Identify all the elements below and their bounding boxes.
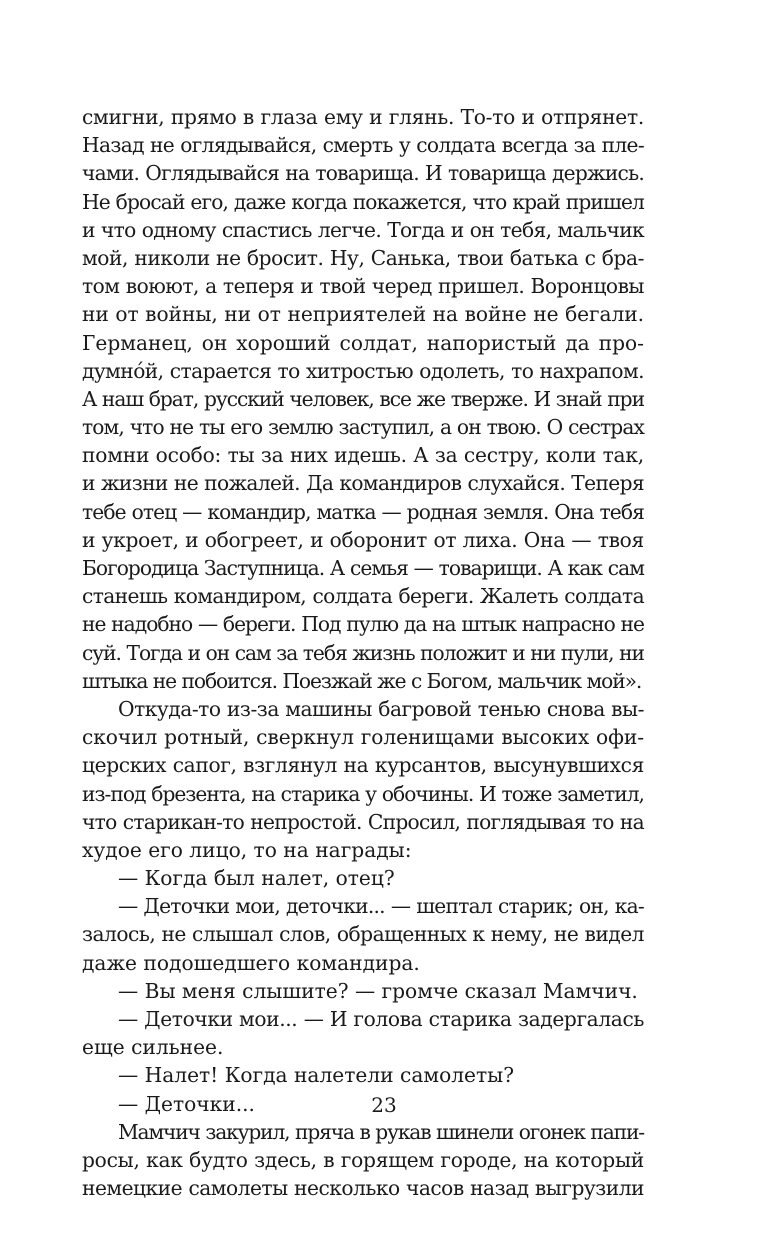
text-line: Откуда-то из-за машины багровой тенью снова вы- [118,696,644,721]
text-line: что старикан-то непростой. Спросил, поглядывая то на [82,809,644,834]
text-line: ни от войны, ни от неприятелей на войне не бегали. [82,302,644,327]
text-line: церских сапог, взглянул на курсантов, высунувшихся [82,753,644,778]
text-line: скочил ротный, сверкнул голенищами высоких офи- [82,725,644,750]
text-line: Назад не оглядывайся, смерть у солдата всегда за пле- [82,133,644,158]
text-line: — Вы меня слышите? — громче сказал Мамчич. [118,978,638,1003]
text-line: суй. Тогда и он сам за тебя жизнь положит и ни пули, ни [82,640,644,665]
text-line: Богородица Заступница. А семья — товарищи. А как сам [82,556,644,580]
text-line: — Налет! Когда налетели самолеты? [118,1063,515,1088]
text-line: Не бросай его, даже когда покажется, что край пришел [82,189,644,214]
text-line: думнóй, старается то хитростью одолеть, то нахрапом. [82,358,644,383]
text-line: залось, не слышал слов, обращенных к нему, не видел [82,922,644,947]
text-line: смигни, прямо в глаза ему и глянь. То-то и отпрянет. [82,105,644,129]
text-line: станешь командиром, солдата береги. Жалеть солдата [82,584,644,609]
text-line: том воюют, а теперя и твой черед пришел. Воронцовы [82,274,644,299]
text-line: мой, николи не бросит. Ну, Санька, твои батька с бра- [82,245,644,270]
text-line: и укроет, и обогреет, и оборонит от лиха. Она — твоя [82,527,644,552]
text-line: штыка не побоится. Поезжай же с Богом, мальчик мой». [82,668,642,693]
text-line: чами. Оглядывайся на товарища. И товарища держись. [82,161,644,186]
text-line: — Деточки мои... — И голова старика задергалась [118,1007,644,1031]
text-line: — Деточки мои, деточки... — шептал старик; он, ка- [118,894,644,919]
text-line: — Когда был налет, отец? [118,866,395,891]
text-line: и жизни не пожалей. Да командиров слухайся. Теперя [82,471,644,496]
text-line: том, что не ты его землю заступил, а он твою. О сестрах [82,415,644,440]
text-line: не надобно — береги. Под пулю да на штык напрасно не [82,612,644,637]
page-body-text [82,103,644,1202]
text-line: А наш брат, русский человек, все же тверже. И знай при [82,386,644,411]
text-line: из-под брезента, на старика у обочины. И тоже заметил, [82,781,644,806]
text-line: и что одному спастись легче. Тогда и он тебя, мальчик [82,217,644,242]
text-line: даже подошедшего командира. [82,950,420,975]
text-line: тебе отец — командир, матка — родная земля. Она тебя [82,499,644,524]
text-line: Мамчич закурил, пряча в рукав шинели огонек папи- [118,1119,644,1144]
page-number: 23 [371,1093,397,1117]
text-line: помни особо: ты за них идешь. А за сестру, коли так, [82,443,644,468]
text-line: немецкие самолеты несколько часов назад выгрузили [82,1176,644,1201]
text-line: — Деточки... [118,1091,255,1116]
text-line: Германец, он хороший солдат, напористый да про- [82,330,644,355]
text-line: худое его лицо, то на награды: [82,837,412,862]
text-line: еще сильнее. [82,1035,224,1060]
text-line: росы, как будто здесь, в горящем городе, на который [82,1147,644,1172]
